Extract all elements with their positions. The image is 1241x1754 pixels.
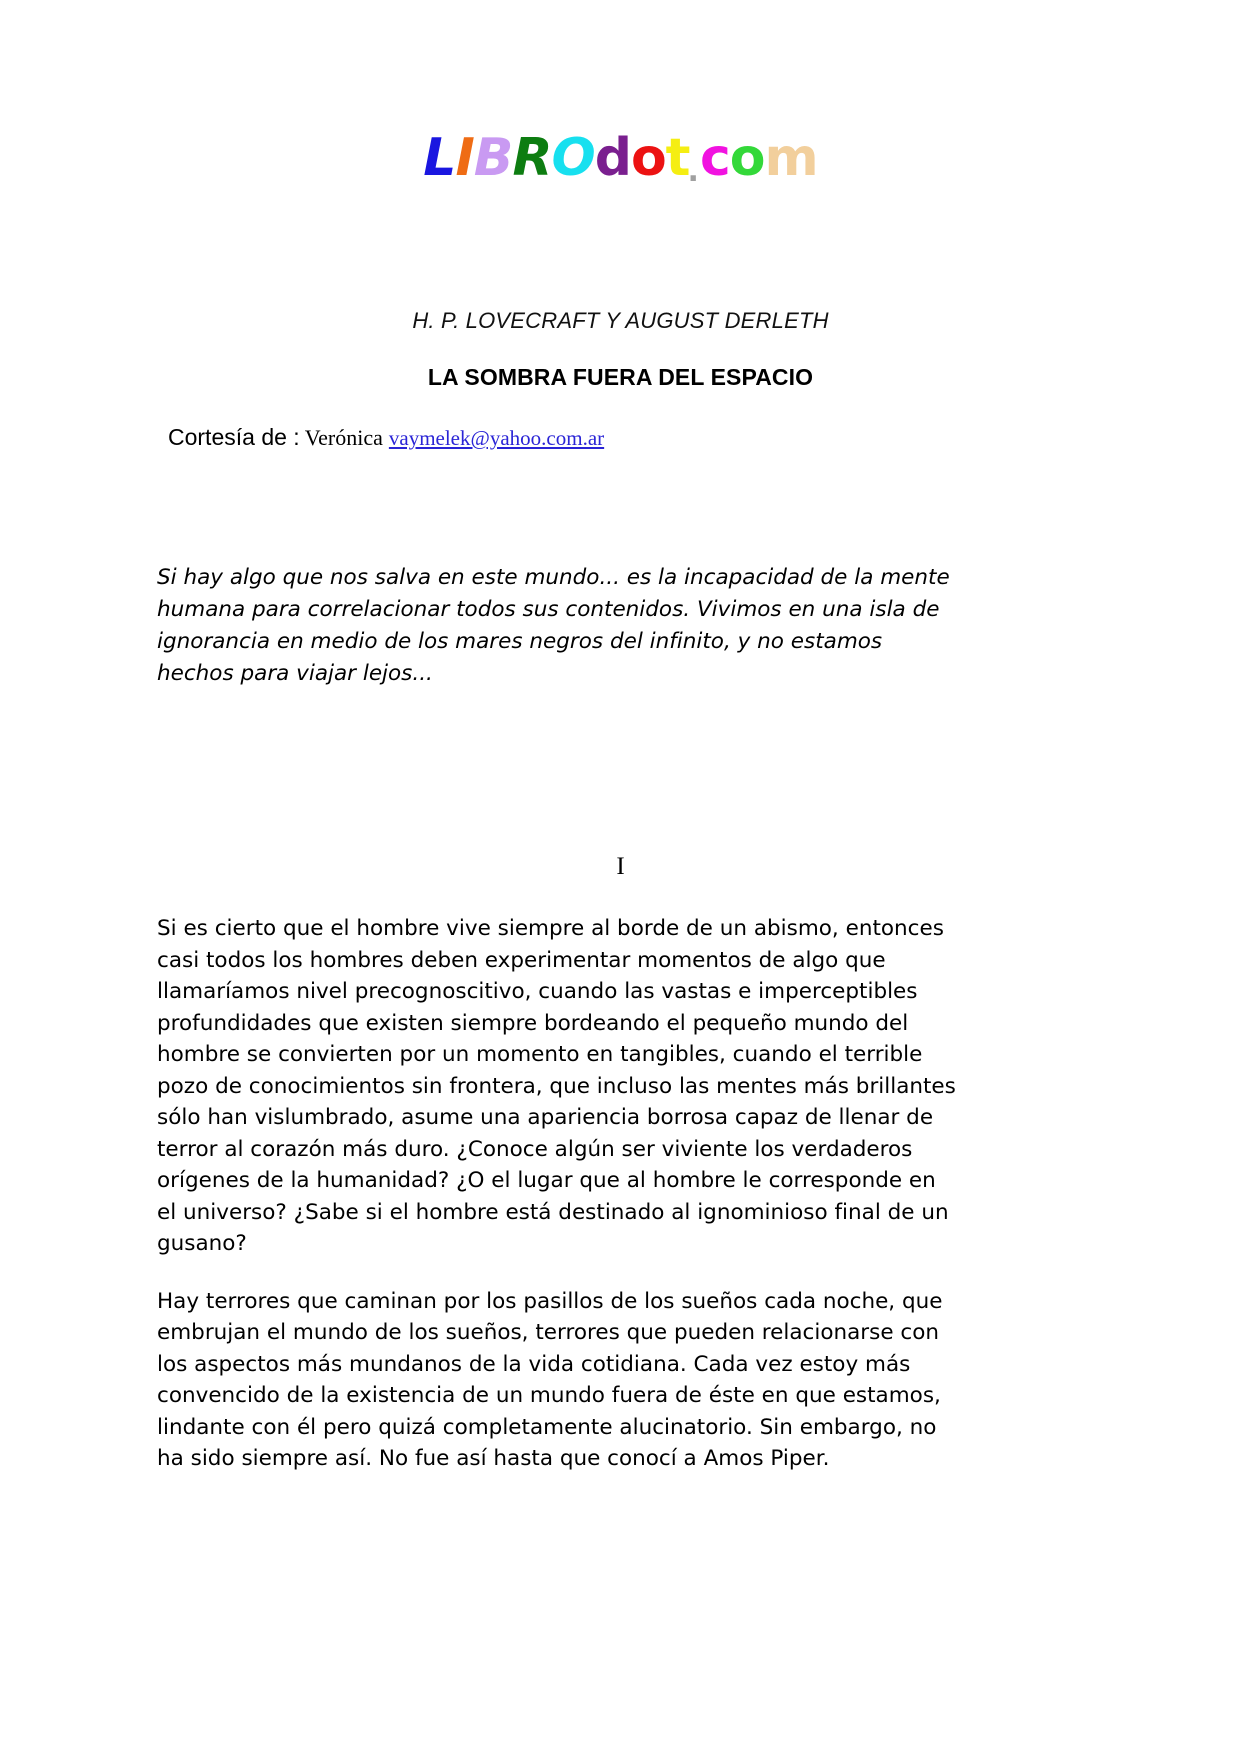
logo-letter-c: c — [699, 128, 730, 188]
body-copy — [157, 913, 957, 1501]
logo-letter-R: R — [512, 128, 552, 188]
contributor-email-link[interactable]: vaymelek@yahoo.com.ar — [388, 426, 605, 450]
logo-letter-d: d — [594, 128, 631, 188]
body-paragraph: Si es cierto que el hombre vive siempre al borde de un abismo, entonces casi todos los hombres deben experimentar momentos de algo que llamaríamos nivel precognoscitivo, cuando las vastas e imperceptibles profundidades que existen siempre bordeando el pequeño mundo del hombre se convierten por un momento en tangibles, cuando el terrible pozo de conocimientos sin frontera, que incluso las mentes más brillantes sólo han vislumbrado, asume una apariencia borrosa capaz de llenar de terror al corazón más duro. ¿Conoce algún ser viviente los verdaderos orígenes de la humanidad? ¿O el lugar que al hombre le corresponde en el universo? ¿Sabe si el hombre está destinado al ignominioso final de un gusano? — [157, 916, 956, 1256]
section-numeral: I — [616, 853, 625, 880]
epigraph-quote: Si hay algo que nos salva en este mundo... es la incapacidad de la mente humana para correlacionar todos sus contenidos. Vivimos en una isla de ignorancia en medio de los mares negros del infinito, y no estamos hechos para viajar lejos... — [157, 565, 950, 686]
logo-letter-m: m — [764, 128, 818, 188]
logo-letter-t: t — [665, 128, 690, 188]
librodot-wordmark[interactable] — [423, 128, 818, 189]
author-line: H. P. LOVECRAFT Y AUGUST DERLETH — [412, 308, 829, 333]
logo-letter-o: o — [630, 128, 666, 188]
logo-letter-O: O — [551, 128, 595, 188]
logo-letter-L: L — [423, 128, 456, 188]
body-paragraph: Hay terrores que caminan por los pasillos de los sueños cada noche, que embrujan el mundo de los sueños, terrores que pueden relacionarse con los aspectos más mundanos de la vida cotidiana. Cada vez estoy más convencido de la existencia de un mundo fuera de éste en que estamos, lindante con él pero quizá completamente alucinatorio. Sin embargo, no ha sido siempre así. No fue así hasta que conocí a Amos Piper. — [157, 1288, 943, 1471]
site-logo[interactable] — [0, 128, 1241, 189]
courtesy-contributor-name: Verónica — [304, 425, 383, 450]
courtesy-line — [168, 424, 1128, 451]
page-title: LA SOMBRA FUERA DEL ESPACIO — [427, 364, 814, 390]
logo-letter-I: I — [455, 128, 474, 188]
courtesy-label: Cortesía de : — [168, 424, 300, 450]
logo-letter-o2: o — [729, 128, 765, 188]
logo-letter-B: B — [473, 128, 513, 188]
logo-dot-icon: . — [687, 154, 698, 189]
